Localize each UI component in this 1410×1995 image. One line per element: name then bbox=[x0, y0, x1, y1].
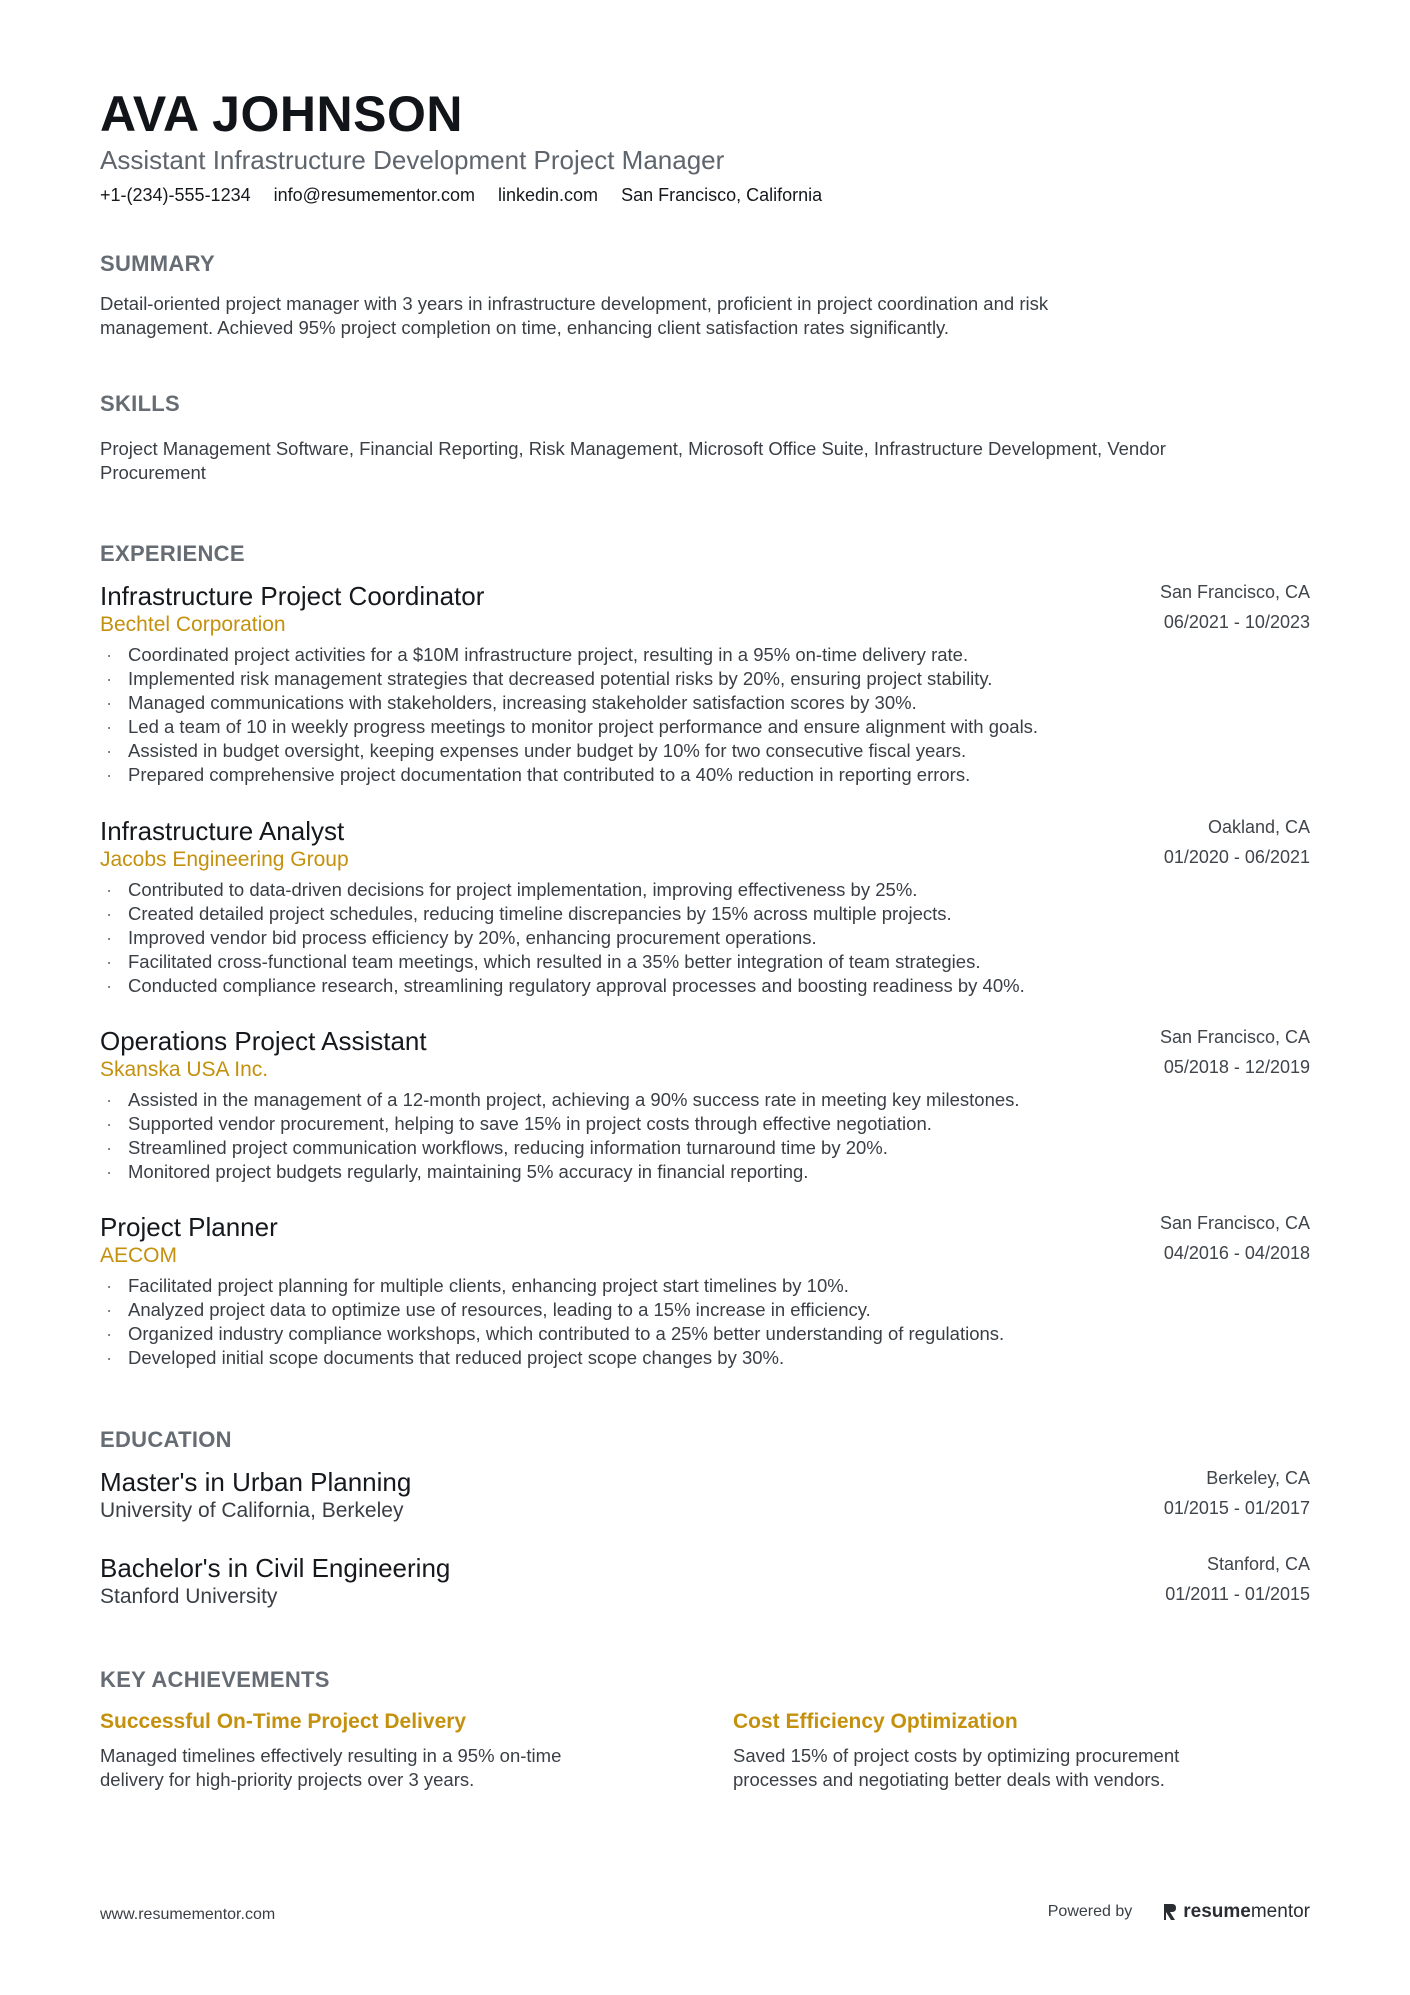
bullet-item bbox=[100, 1112, 1300, 1136]
bullet-item bbox=[100, 974, 1300, 998]
experience-heading: EXPERIENCE bbox=[100, 541, 245, 566]
achievement-line: processes and negotiating better deals with vendors. bbox=[733, 1769, 1165, 1790]
skills-text bbox=[100, 437, 1300, 485]
job-location: Oakland, CA bbox=[1207, 817, 1310, 837]
job-location: San Francisco, CA bbox=[1159, 1027, 1310, 1047]
job-company: Jacobs Engineering Group bbox=[100, 848, 349, 871]
bullet-dot: · bbox=[106, 692, 113, 713]
bullet-item bbox=[100, 763, 1300, 787]
skills-line: Procurement bbox=[100, 462, 206, 483]
bullet-text: Improved vendor bid process efficiency by 20%, enhancing procurement operations. bbox=[128, 927, 817, 948]
bullet-dot: · bbox=[106, 1113, 113, 1134]
education-school: University of California, Berkeley bbox=[100, 1499, 404, 1522]
bullet-item bbox=[100, 1346, 1300, 1370]
education-entry bbox=[100, 1466, 1310, 1526]
resumementor-logo[interactable] bbox=[1162, 1901, 1310, 1923]
bullet-item bbox=[100, 1088, 1300, 1112]
job-title: Infrastructure Analyst bbox=[100, 816, 345, 846]
job-company: AECOM bbox=[100, 1244, 178, 1267]
summary-line: Detail-oriented project manager with 3 years in infrastructure development, proficient in project coordination and risk bbox=[100, 293, 1049, 314]
bullet-text: Created detailed project schedules, reducing timeline discrepancies by 15% across multiple projects. bbox=[128, 903, 952, 924]
job-dates: 01/2020 - 06/2021 bbox=[1163, 847, 1310, 867]
bullet-dot: · bbox=[106, 740, 113, 761]
bullet-dot: · bbox=[106, 716, 113, 737]
bullet-item bbox=[100, 643, 1300, 667]
job-title: Infrastructure Project Coordinator bbox=[100, 581, 485, 611]
achievement-title: Cost Efficiency Optimization bbox=[733, 1710, 1018, 1733]
education-entry bbox=[100, 1552, 1310, 1612]
bullet-item bbox=[100, 926, 1300, 950]
logo-text-light: mentor bbox=[1250, 1901, 1310, 1922]
job-company: Skanska USA Inc. bbox=[100, 1058, 269, 1081]
bullet-text: Managed communications with stakeholders, increasing stakeholder satisfaction scores by 30%. bbox=[128, 692, 917, 713]
job-dates: 06/2021 - 10/2023 bbox=[1163, 612, 1310, 632]
bullet-dot: · bbox=[106, 903, 113, 924]
bullet-item bbox=[100, 1274, 1300, 1298]
job-bullets bbox=[100, 643, 1300, 787]
bullet-dot: · bbox=[106, 1299, 113, 1320]
achievement-item bbox=[733, 1708, 1293, 1792]
candidate-headline: Assistant Infrastructure Development Project Manager bbox=[100, 145, 725, 175]
bullet-item bbox=[100, 1322, 1300, 1346]
education-location: Berkeley, CA bbox=[1206, 1468, 1310, 1488]
bullet-text: Conducted compliance research, streamlining regulatory approval processes and boosting readiness by 40%. bbox=[128, 975, 1025, 996]
job-location: San Francisco, CA bbox=[1159, 582, 1310, 602]
bullet-dot: · bbox=[106, 1161, 113, 1182]
bullet-dot: · bbox=[106, 975, 113, 996]
bullet-text: Analyzed project data to optimize use of resources, leading to a 15% increase in efficiency. bbox=[128, 1299, 871, 1320]
bullet-dot: · bbox=[106, 644, 113, 665]
candidate-name: AVA JOHNSON bbox=[100, 86, 463, 142]
bullet-text: Monitored project budgets regularly, maintaining 5% accuracy in financial reporting. bbox=[128, 1161, 809, 1182]
bullet-item bbox=[100, 715, 1300, 739]
bullet-text: Assisted in budget oversight, keeping expenses under budget by 10% for two consecutive fiscal years. bbox=[128, 740, 967, 761]
bullet-item bbox=[100, 950, 1300, 974]
achievements-heading: KEY ACHIEVEMENTS bbox=[100, 1667, 330, 1692]
bullet-text: Assisted in the management of a 12-month project, achieving a 90% success rate in meeting key milestones. bbox=[128, 1089, 1020, 1110]
bullet-dot: · bbox=[106, 951, 113, 972]
footer-website-link[interactable]: www.resumementor.com bbox=[100, 1906, 276, 1923]
job-location: San Francisco, CA bbox=[1159, 1213, 1310, 1233]
achievement-description bbox=[733, 1744, 1293, 1792]
resumementor-logo-icon bbox=[1162, 1902, 1178, 1922]
education-dates: 01/2011 - 01/2015 bbox=[1165, 1584, 1310, 1604]
bullet-dot: · bbox=[106, 879, 113, 900]
bullet-item bbox=[100, 667, 1300, 691]
achievement-line: delivery for high-priority projects over 3 years. bbox=[100, 1769, 475, 1790]
education-dates: 01/2015 - 01/2017 bbox=[1163, 1498, 1310, 1518]
summary-heading: SUMMARY bbox=[100, 251, 215, 276]
job-bullets bbox=[100, 1088, 1300, 1184]
education-degree: Bachelor's in Civil Engineering bbox=[100, 1553, 451, 1583]
contact-line bbox=[100, 183, 840, 207]
bullet-text: Coordinated project activities for a $10M infrastructure project, resulting in a 95% on-time delivery rate. bbox=[128, 644, 969, 665]
education-location: Stanford, CA bbox=[1206, 1554, 1310, 1574]
bullet-text: Streamlined project communication workflows, reducing information turnaround time by 20%. bbox=[128, 1137, 888, 1158]
contact-email[interactable]: info@resumementor.com bbox=[273, 185, 475, 205]
bullet-dot: · bbox=[106, 1137, 113, 1158]
contact-linkedin[interactable]: linkedin.com bbox=[498, 185, 599, 205]
bullet-text: Contributed to data-driven decisions for project implementation, improving effectiveness by 25%. bbox=[128, 879, 918, 900]
logo-text-bold: resume bbox=[1183, 1901, 1251, 1922]
job-bullets bbox=[100, 1274, 1300, 1370]
bullet-item bbox=[100, 878, 1300, 902]
bullet-dot: · bbox=[106, 1275, 113, 1296]
job-title: Project Planner bbox=[100, 1212, 278, 1242]
job-dates: 04/2016 - 04/2018 bbox=[1163, 1243, 1310, 1263]
summary-text bbox=[100, 292, 1300, 340]
footer-powered-by bbox=[1048, 1901, 1310, 1923]
bullet-text: Developed initial scope documents that reduced project scope changes by 30%. bbox=[128, 1347, 785, 1368]
education-degree: Master's in Urban Planning bbox=[100, 1467, 412, 1497]
achievement-description bbox=[100, 1744, 660, 1792]
achievement-line: Managed timelines effectively resulting in a 95% on-time bbox=[100, 1745, 562, 1766]
bullet-item bbox=[100, 1298, 1300, 1322]
achievement-item bbox=[100, 1708, 660, 1792]
achievement-title: Successful On-Time Project Delivery bbox=[100, 1710, 467, 1733]
bullet-text: Facilitated project planning for multiple clients, enhancing project start timelines by 10%. bbox=[128, 1275, 849, 1296]
bullet-dot: · bbox=[106, 1347, 113, 1368]
bullet-dot: · bbox=[106, 1089, 113, 1110]
bullet-item bbox=[100, 739, 1300, 763]
bullet-dot: · bbox=[106, 764, 113, 785]
bullet-text: Implemented risk management strategies that decreased potential risks by 20%, ensuring project stability. bbox=[128, 668, 993, 689]
bullet-item bbox=[100, 902, 1300, 926]
job-title: Operations Project Assistant bbox=[100, 1026, 427, 1056]
education-heading: EDUCATION bbox=[100, 1427, 232, 1452]
bullet-text: Led a team of 10 in weekly progress meetings to monitor project performance and ensure alignment with goals. bbox=[128, 716, 1039, 737]
bullet-dot: · bbox=[106, 1323, 113, 1344]
contact-phone[interactable]: +1-(234)-555-1234 bbox=[100, 185, 251, 205]
job-dates: 05/2018 - 12/2019 bbox=[1163, 1057, 1310, 1077]
skills-line: Project Management Software, Financial Reporting, Risk Management, Microsoft Office Suite, Infrastructure Development, Vendor bbox=[100, 438, 1166, 459]
bullet-dot: · bbox=[106, 927, 113, 948]
skills-heading: SKILLS bbox=[100, 391, 181, 416]
job-company: Bechtel Corporation bbox=[100, 613, 286, 636]
bullet-text: Prepared comprehensive project documentation that contributed to a 40% reduction in reporting errors. bbox=[128, 764, 971, 785]
job-bullets bbox=[100, 878, 1300, 998]
bullet-item bbox=[100, 691, 1300, 715]
summary-line: management. Achieved 95% project completion on time, enhancing client satisfaction rates significantly. bbox=[100, 317, 950, 338]
bullet-item bbox=[100, 1160, 1300, 1184]
powered-by-label: Powered by bbox=[1047, 1903, 1133, 1920]
bullet-item bbox=[100, 1136, 1300, 1160]
contact-location: San Francisco, California bbox=[621, 185, 823, 205]
bullet-text: Supported vendor procurement, helping to save 15% in project costs through effective negotiation. bbox=[128, 1113, 932, 1134]
bullet-dot: · bbox=[106, 668, 113, 689]
bullet-text: Facilitated cross-functional team meetings, which resulted in a 35% better integration of team strategies. bbox=[128, 951, 981, 972]
bullet-text: Organized industry compliance workshops, which contributed to a 25% better understanding of regulations. bbox=[128, 1323, 1005, 1344]
achievement-line: Saved 15% of project costs by optimizing procurement bbox=[733, 1745, 1180, 1766]
education-school: Stanford University bbox=[100, 1585, 278, 1608]
